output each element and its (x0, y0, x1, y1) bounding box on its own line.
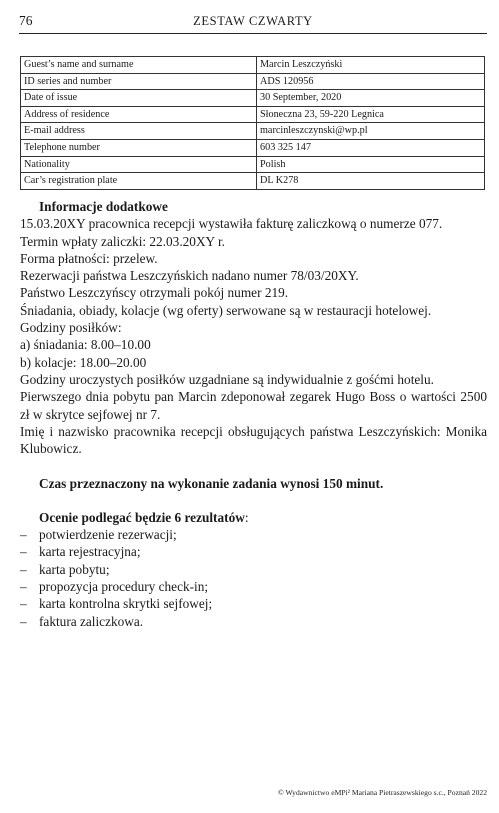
info-line: Rezerwacji państwa Leszczyńskich nadano numer 78/03/20XY. (20, 268, 359, 284)
table-row (21, 156, 485, 173)
results-heading-colon: : (244, 509, 249, 525)
info-line: Forma płatności: przelew. (20, 250, 158, 266)
list-item-text: potwierdzenie rezerwacji; (39, 527, 177, 543)
list-item-text: karta rejestracyjna; (39, 544, 141, 560)
table-cell-value: Słoneczna 23, 59-220 Legnica (257, 106, 485, 123)
list-dash: – (20, 544, 27, 560)
table-cell-value: 603 325 147 (257, 139, 485, 156)
table-cell-value: marcinleszczynski@wp.pl (257, 123, 485, 140)
info-line: Pierwszego dnia pobytu pan Marcin zdeponował zegarek Hugo Boss o wartości 2500 zł w skrytce sejfowej nr 7. (20, 389, 487, 422)
table-cell-label: Telephone number (21, 139, 257, 156)
time-note: Czas przeznaczony na wykonanie zadania wynosi 150 minut. (39, 476, 384, 492)
results-heading: Ocenie podlegać będzie 6 rezultatów (39, 509, 245, 525)
spacer (20, 457, 487, 475)
table-row (21, 123, 485, 140)
list-item-text: karta kontrolna skrytki sejfowej; (39, 596, 213, 612)
table-cell-label: Guest’s name and surname (21, 57, 257, 74)
table-cell-label: Date of issue (21, 90, 257, 107)
table-row (21, 57, 485, 74)
info-line: Termin wpłaty zaliczki: 22.03.20XY r. (20, 233, 225, 249)
table-row (21, 139, 485, 156)
table-row (21, 73, 485, 90)
list-dash: – (20, 613, 27, 629)
spacer (20, 493, 487, 509)
results-list (20, 526, 487, 630)
info-line: a) śniadania: 8.00–10.00 (20, 337, 151, 353)
list-dash: – (20, 561, 27, 577)
table-row (21, 173, 485, 190)
main-content (20, 198, 487, 630)
table-cell-value: 30 September, 2020 (257, 90, 485, 107)
info-line: Państwo Leszczyńscy otrzymali pokój numer 219. (20, 285, 289, 301)
list-dash: – (20, 596, 27, 612)
table-cell-value: ADS 120956 (257, 73, 485, 90)
page-number: 76 (19, 13, 33, 28)
info-line: Imię i nazwisko pracownika recepcji obsługujących państwa Leszczyńskich: Monika Klubowicz. (20, 423, 487, 457)
table-cell-label: Address of residence (21, 106, 257, 123)
info-line: Godziny posiłków: (20, 320, 122, 336)
copyright-footer: © Wydawnictwo eMPi² Mariana Pietraszewskiego s.c., Poznań 2022 (277, 788, 487, 797)
table-cell-value: Polish (257, 156, 485, 173)
list-item (20, 561, 487, 578)
list-dash: – (20, 527, 27, 543)
table-row (21, 90, 485, 107)
running-title: ZESTAW CZWARTY (193, 14, 313, 28)
list-item (20, 543, 487, 560)
table-cell-label: ID series and number (21, 73, 257, 90)
info-line: Godziny uroczystych posiłków uzgadniane są indywidualnie z gośćmi hotelu. (20, 371, 434, 387)
info-heading: Informacje dodatkowe (39, 199, 168, 214)
info-line: b) kolacje: 18.00–20.00 (20, 354, 147, 370)
info-line: 15.03.20XY pracownica recepcji wystawiła fakturę zaliczkową o numerze 077. (20, 216, 443, 232)
table-cell-value: Marcin Leszczyński (257, 57, 485, 74)
table-cell-label: Car’s registration plate (21, 173, 257, 190)
page-header (19, 11, 487, 34)
table-cell-value: DL K278 (257, 173, 485, 190)
list-item-text: propozycja procedury check-in; (39, 578, 209, 594)
table-row (21, 106, 485, 123)
info-line: Śniadania, obiady, kolacje (wg oferty) serwowane są w restauracji hotelowej. (20, 302, 432, 318)
list-item (20, 613, 487, 630)
results-heading-line (20, 509, 487, 526)
list-dash: – (20, 578, 27, 594)
list-item (20, 578, 487, 595)
list-item (20, 526, 487, 543)
list-item-text: faktura zaliczkowa. (39, 613, 144, 629)
list-item (20, 595, 487, 612)
guest-data-table (20, 56, 485, 190)
table-cell-label: Nationality (21, 156, 257, 173)
table-cell-label: E-mail address (21, 123, 257, 140)
list-item-text: karta pobytu; (39, 561, 110, 577)
